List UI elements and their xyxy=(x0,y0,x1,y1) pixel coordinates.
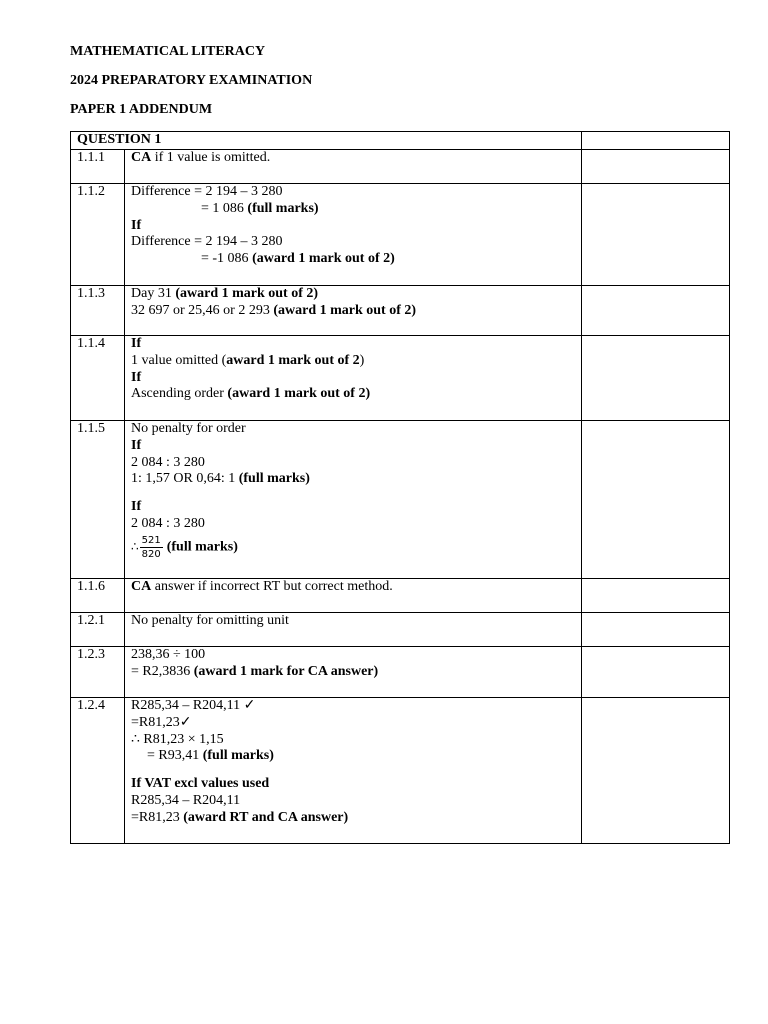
memo-text: (full marks) xyxy=(202,748,274,764)
marks-cell xyxy=(582,184,730,286)
document-exam: 2024 PREPARATORY EXAMINATION xyxy=(70,73,313,88)
memo-text: = R2,3836 xyxy=(131,663,194,679)
memo-text: R285,34 – R204,11 xyxy=(131,792,241,808)
marks-cell xyxy=(582,613,730,647)
memo-text: 1: 1,57 OR 0,64: 1 xyxy=(131,471,239,487)
memo-text: No penalty for omitting unit xyxy=(131,613,289,628)
memo-content xyxy=(125,647,582,698)
question-title: QUESTION 1 xyxy=(71,132,582,150)
question-number: 1.1.2 xyxy=(71,184,125,286)
memo-text: (full marks) xyxy=(166,539,238,555)
memo-content xyxy=(125,579,582,613)
memo-text: = R93,41 xyxy=(147,748,203,764)
document-paper: PAPER 1 ADDENDUM xyxy=(70,102,213,117)
fraction-denominator: 820 xyxy=(141,548,161,560)
memo-text: Difference = 2 194 – 3 280 xyxy=(131,234,283,250)
marks-cell xyxy=(582,647,730,698)
memo-text: Day 31 xyxy=(131,286,176,301)
memo-text: 1 value omitted ( xyxy=(131,352,227,368)
memo-text: (award 1 mark out of 2) xyxy=(273,302,417,318)
memo-text: CA xyxy=(131,150,152,165)
question-number: 1.2.1 xyxy=(71,613,125,647)
memo-text: = 1 086 xyxy=(201,200,248,216)
memo-text: Ascending order xyxy=(131,386,228,402)
marks-cell xyxy=(582,336,730,421)
fraction xyxy=(140,535,163,560)
memo-text: (award 1 mark out of 2) xyxy=(175,286,319,301)
memo-text: Difference = 2 194 – 3 280 xyxy=(131,184,283,199)
memo-text: 2 084 : 3 280 xyxy=(131,454,205,470)
memo-text: 238,36 ÷ 100 xyxy=(131,647,206,662)
memo-text: (full marks) xyxy=(238,471,310,487)
memo-text: award 1 mark out of 2 xyxy=(226,352,360,368)
table-row xyxy=(71,286,730,336)
marks-cell xyxy=(582,150,730,184)
marks-cell xyxy=(582,132,730,150)
memo-text: 32 697 or 25,46 or 2 293 xyxy=(131,302,274,318)
memo-text: answer if incorrect RT but correct method. xyxy=(151,579,393,594)
document-subject: MATHEMATICAL LITERACY xyxy=(70,44,266,59)
memo-table xyxy=(70,131,730,844)
table-row xyxy=(71,336,730,421)
memo-text: If xyxy=(131,499,142,515)
memo-text: ∴ R81,23 × 1,15 xyxy=(131,731,224,747)
question-number: 1.1.5 xyxy=(71,421,125,579)
memo-text: If xyxy=(131,217,142,233)
memo-text: if 1 value is omitted. xyxy=(151,150,271,165)
memo-content xyxy=(125,184,582,286)
memo-content xyxy=(125,613,582,647)
table-row xyxy=(71,150,730,184)
question-number: 1.1.4 xyxy=(71,336,125,421)
marks-cell xyxy=(582,698,730,844)
memo-text: If VAT excl values used xyxy=(131,776,270,792)
memo-text: 2 084 : 3 280 xyxy=(131,515,205,531)
question-header-row xyxy=(71,132,730,150)
memo-text: If xyxy=(131,437,142,453)
memo-content xyxy=(125,286,582,336)
memo-text: = -1 086 xyxy=(201,251,253,267)
table-row xyxy=(71,421,730,579)
marks-cell xyxy=(582,579,730,613)
question-number: 1.1.3 xyxy=(71,286,125,336)
question-number: 1.2.4 xyxy=(71,698,125,844)
memo-text: (full marks) xyxy=(247,200,319,216)
question-number: 1.1.1 xyxy=(71,150,125,184)
memo-content xyxy=(125,336,582,421)
memo-text: R285,34 – R204,11 ✓ xyxy=(131,698,256,713)
table-row xyxy=(71,184,730,286)
memo-text: (award 1 mark out of 2) xyxy=(252,251,395,267)
memo-content xyxy=(125,150,582,184)
memo-text: =R81,23 xyxy=(131,809,184,825)
memo-text: (award 1 mark out of 2) xyxy=(227,386,371,402)
marks-cell xyxy=(582,421,730,579)
table-row xyxy=(71,613,730,647)
memo-text: (award RT and CA answer) xyxy=(183,809,349,825)
marks-cell xyxy=(582,286,730,336)
memo-text: No penalty for order xyxy=(131,421,246,436)
table-row xyxy=(71,698,730,844)
memo-text: CA xyxy=(131,579,152,594)
memo-content xyxy=(125,421,582,579)
memo-text: ) xyxy=(359,352,365,368)
therefore-symbol: ∴ xyxy=(131,539,139,554)
question-number: 1.1.6 xyxy=(71,579,125,613)
table-row xyxy=(71,647,730,698)
fraction-numerator: 521 xyxy=(141,534,161,546)
memo-text: (award 1 mark for CA answer) xyxy=(193,663,379,679)
memo-content xyxy=(125,698,582,844)
memo-text: If xyxy=(131,369,142,385)
memo-text: If xyxy=(131,336,142,351)
question-number: 1.2.3 xyxy=(71,647,125,698)
table-row xyxy=(71,579,730,613)
memo-text: =R81,23✓ xyxy=(131,714,192,730)
